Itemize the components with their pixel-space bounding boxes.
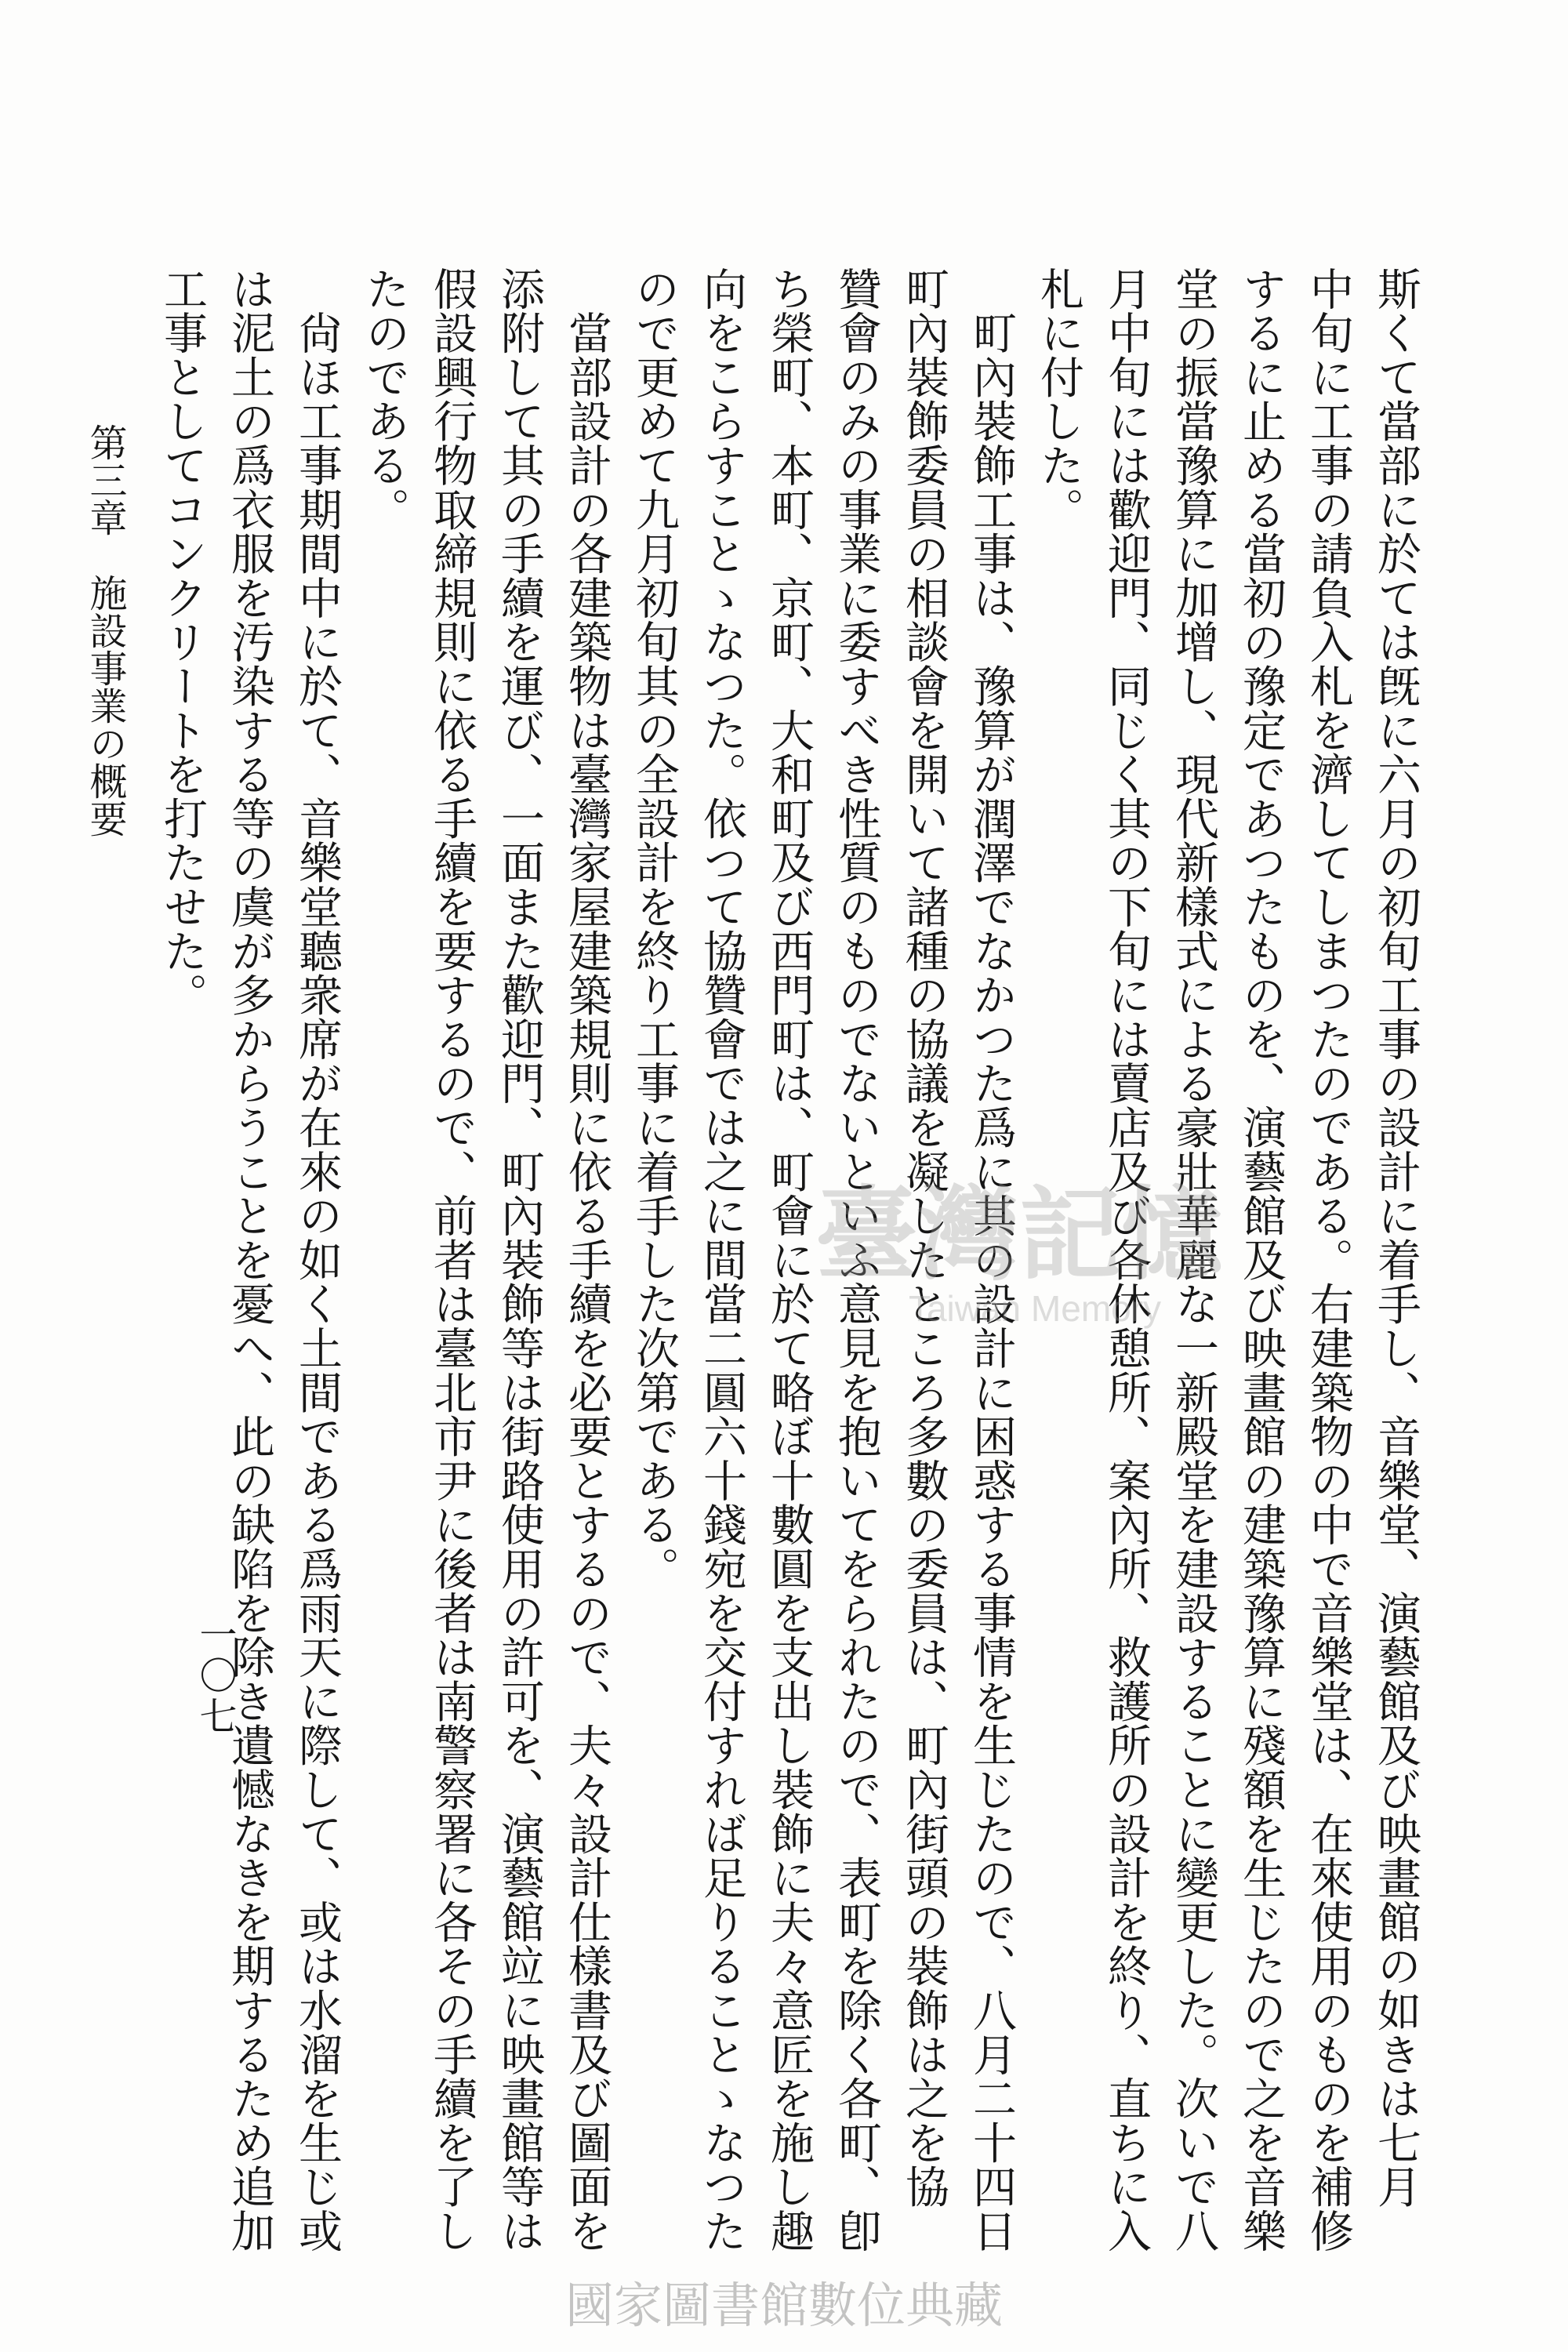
text-column: 町內裝飾工事は、豫算が潤澤でなかつた爲に其の設計に困惑する事情を生じたので、八月二十四日 bbox=[966, 267, 1017, 2253]
watermark-sub-text: Taiwan Memory bbox=[908, 1288, 1162, 1329]
text-column: 中旬に工事の請負入札を濟してしまつたのである。右建築物の中で音樂堂は、在來使用のものを補修 bbox=[1303, 267, 1354, 2253]
text-column: 町內裝飾委員の相談會を開いて諸種の協議を凝したところ多數の委員は、町內街頭の裝飾は之を協 bbox=[898, 267, 949, 2209]
text-column: たのである。 bbox=[359, 267, 410, 532]
watermark-bottom-text: 國家圖書館數位典藏 bbox=[564, 2277, 1004, 2334]
text-column: は泥土の爲衣服を汚染する等の虞が多からうことを憂へ、此の缺陷を除き遺憾なきを期するため追加 bbox=[224, 267, 275, 2253]
ncl-digital-watermark bbox=[486, 2274, 1082, 2336]
text-column: 尙ほ工事期間中に於て、音樂堂聽衆席が在來の如く土間である爲雨天に際して、或は水溜を生じ或 bbox=[292, 267, 343, 2253]
text-column: 月中旬には歡迎門、同じく其の下旬には賣店及び各休憩所、案內所、救護所の設計を終り、直ちに入 bbox=[1101, 267, 1152, 2253]
text-column: 贊會のみの事業に委すべき性質のものでないといふ意見を抱いてをられたので、表町を除く各町、卽 bbox=[831, 267, 882, 2253]
text-column: 添附して其の手續を運び、一面また歡迎門、町內裝飾等は街路使用の許可を、演藝館竝に映畫館等は bbox=[494, 267, 545, 2253]
text-column: 札に付した。 bbox=[1033, 267, 1084, 532]
text-column: 工事としてコンクリートを打たせた。 bbox=[157, 267, 208, 1018]
text-column: 向をこらすことゝなつた。依つて協贊會では之に間當二圓六十錢宛を交付すれば足りることゝなつた bbox=[696, 267, 747, 2253]
text-column: ので更めて九月初旬其の全設計を終り工事に着手した次第である。 bbox=[629, 267, 680, 1591]
page-number: 一〇七 bbox=[193, 1615, 237, 1737]
text-column: 當部設計の各建築物は臺灣家屋建築規則に依る手續を必要とするので、夫々設計仕樣書及び圖面を bbox=[561, 267, 612, 2253]
chapter-footer: 第三章 施設事業の概要 bbox=[83, 423, 127, 837]
text-column: 斯くて當部に於ては旣に六月の初旬工事の設計に着手し、音樂堂、演藝館及び映畫館の如きは七月 bbox=[1370, 267, 1421, 2209]
text-column: 假設興行物取締規則に依る手續を要するので、前者は臺北市尹に後者は南警察署に各その手續を了し bbox=[426, 267, 477, 2253]
text-column: ち榮町、本町、京町、大和町及び西門町は、町會に於て略ぼ十數圓を支出し裝飾に夫々意匠を施し趣 bbox=[764, 267, 815, 2253]
text-column: するに止める當初の豫定であつたものを、演藝館及び映畫館の建築豫算に殘額を生じたので之を音樂 bbox=[1236, 267, 1287, 2253]
taiwan-memory-watermark bbox=[800, 1176, 1239, 1333]
text-column: 堂の振當豫算に加增し、現代新樣式による豪壯華麗な一新殿堂を建設することに變更した。次いで八 bbox=[1168, 267, 1219, 2253]
watermark-main-text: 臺灣記憶 bbox=[815, 1176, 1224, 1294]
